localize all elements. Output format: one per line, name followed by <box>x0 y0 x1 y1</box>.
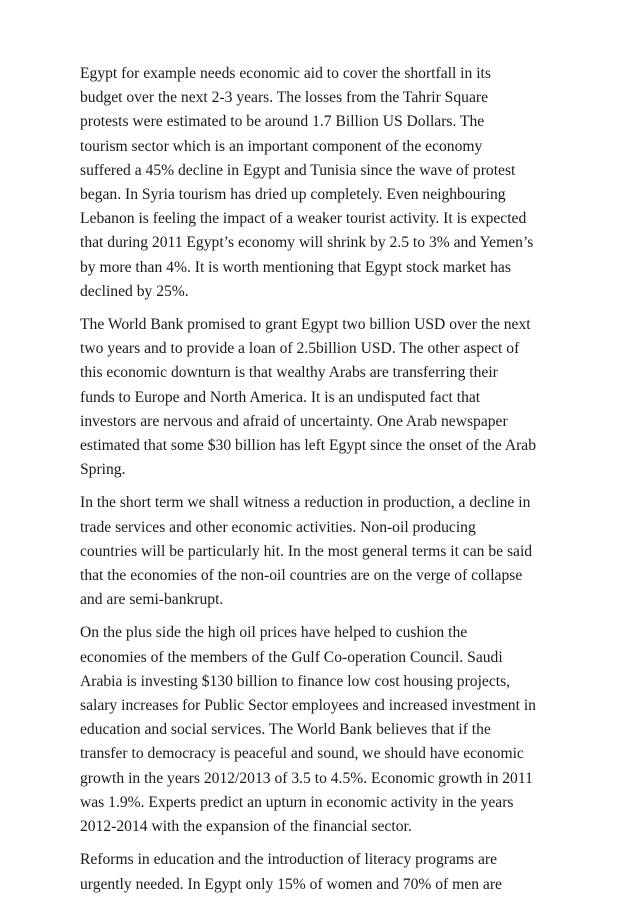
text-line: and are semi-bankrupt. <box>80 591 224 609</box>
text-line: The World Bank promised to grant Egypt two billion USD over the next <box>80 316 531 334</box>
text-line: budget over the next 2-3 years. The losses from the Tahrir Square <box>80 89 488 107</box>
text-line: estimated that some $30 billion has left Egypt since the onset of the Arab <box>80 437 537 455</box>
text-line: trade services and other economic activities. Non-oil producing <box>80 518 476 536</box>
text-line: protests were estimated to be around 1.7 Billion US Dollars. The <box>80 113 485 131</box>
text-line: that the economies of the non-oil countries are on the verge of collapse <box>80 567 523 585</box>
text-line: Spring. <box>80 461 126 479</box>
text-line: urgently needed. In Egypt only 15% of women and 70% of men are <box>80 875 502 893</box>
text-line: was 1.9%. Experts predict an upturn in economic activity in the years <box>80 793 514 811</box>
text-line: this economic downturn is that wealthy Arabs are transferring their <box>80 364 498 382</box>
text-line: investors are nervous and afraid of uncertainty. One Arab newspaper <box>80 412 508 430</box>
text-line: Egypt for example needs economic aid to cover the shortfall in its <box>80 65 491 82</box>
paragraph-short-term <box>80 491 570 612</box>
text-line: tourism sector which is an important component of the economy <box>80 137 483 155</box>
paragraph-egypt-economic-aid <box>80 62 570 304</box>
body-text <box>80 62 570 906</box>
text-line: funds to Europe and North America. It is an undisputed fact that <box>80 388 481 406</box>
text-line: began. In Syria tourism has dried up completely. Even neighbouring <box>80 186 506 204</box>
text-line: by more than 4%. It is worth mentioning that Egypt stock market has <box>80 258 511 276</box>
text-line: Arabia is investing $130 billion to finance low cost housing projects, <box>80 672 511 690</box>
text-line: that during 2011 Egypt’s economy will shrink by 2.5 to 3% and Yemen’s <box>80 234 534 252</box>
paragraph-reforms-education <box>80 848 570 896</box>
text-line: countries will be particularly hit. In the most general terms it can be said <box>80 542 533 560</box>
text-line: In the short term we shall witness a reduction in production, a decline in <box>80 494 531 512</box>
text-line: Reforms in education and the introduction of literacy programs are <box>80 851 497 869</box>
text-line: declined by 25%. <box>80 282 189 300</box>
text-line: salary increases for Public Sector employees and increased investment in <box>80 697 536 715</box>
text-line: education and social services. The World Bank believes that if the <box>80 721 491 739</box>
text-line: 2012-2014 with the expansion of the financial sector. <box>80 818 412 836</box>
text-line: two years and to provide a loan of 2.5billion USD. The other aspect of <box>80 340 520 358</box>
text-line: transfer to democracy is peaceful and sound, we should have economic <box>80 745 524 763</box>
text-line: On the plus side the high oil prices have helped to cushion the <box>80 624 468 642</box>
text-line: Lebanon is feeling the impact of a weaker tourist activity. It is expected <box>80 210 527 228</box>
text-line: growth in the years 2012/2013 of 3.5 to 4.5%. Economic growth in 2011 <box>80 769 533 787</box>
text-line: economies of the members of the Gulf Co-operation Council. Saudi <box>80 648 503 666</box>
text-line: suffered a 45% decline in Egypt and Tunisia since the wave of protest <box>80 161 516 179</box>
paragraph-plus-side <box>80 621 570 839</box>
paragraph-world-bank <box>80 313 570 482</box>
